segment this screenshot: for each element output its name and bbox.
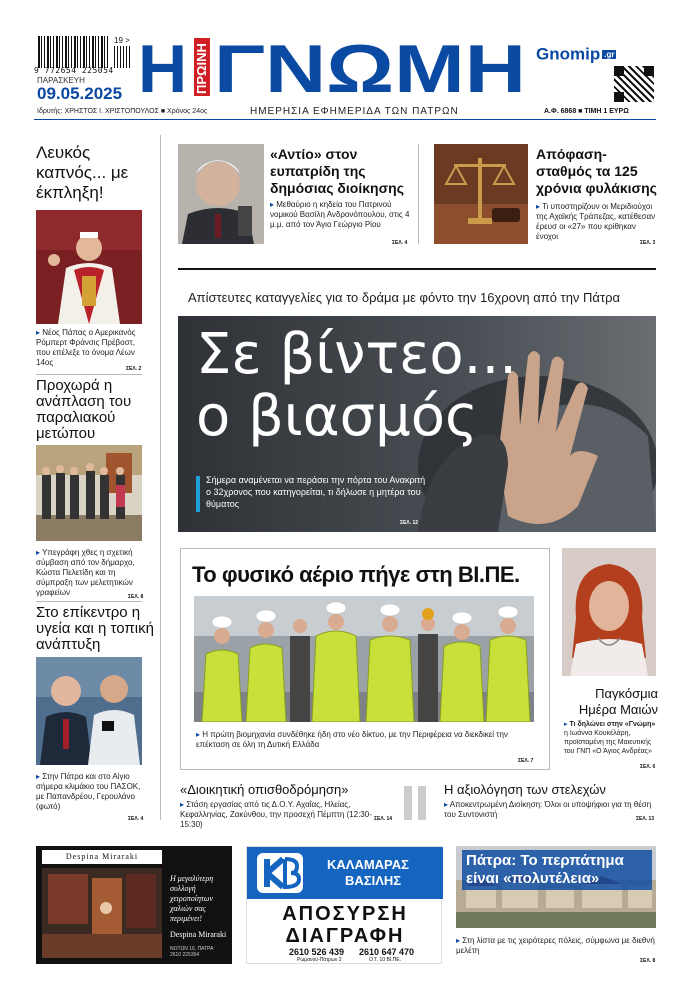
pope-page-ref: ΣΕΛ. 2	[126, 366, 142, 372]
lead-headline-line2[interactable]: ο βιασμός	[196, 384, 478, 449]
midwife-caption	[564, 720, 658, 756]
gas-caption: ▸ Η πρώτη βιομηχανία συνδέθηκε ήδη στο νέο δίκτυο, με την Περιφέρεια να διεκδικεί την επέκταση σε όλη τη Δυτική Ελλάδα	[196, 730, 532, 750]
carpet-ad-brand: Despina Miraraki	[42, 850, 162, 864]
walking-page-ref: ΣΕΛ. 8	[640, 958, 656, 964]
gnomip-text: Gnomip	[536, 44, 601, 64]
lead-page-ref: ΣΕΛ. 12	[400, 520, 419, 526]
newspaper-logo	[138, 34, 530, 100]
left-divider-2	[36, 601, 142, 602]
kalamaras-name1: ΚΑΛΑΜΑΡΑΣ	[327, 857, 409, 872]
bottom-bar-2	[418, 786, 426, 820]
logo-letter-h: Η	[138, 34, 188, 100]
qr-code[interactable]	[614, 66, 654, 102]
lead-kicker: Απίστευτες καταγγελίες για το δράμα με φόντο την 16χρονη από την Πάτρα	[188, 290, 620, 305]
lead-caption-accent	[196, 476, 200, 512]
left-column-divider	[160, 135, 161, 820]
gnomip-suffix: .gr	[604, 50, 615, 60]
carpet-ad-text: Η μεγαλύτερη συλλογή χειροποίητων χαλιών σας περιμένει!	[170, 874, 214, 923]
pope-caption: ▸ Νέος Πάπας ο Αμερικανός Ρόμπερτ Φράνσις Πρέβοστ, που επέλεξε το όνομα Λέων 14ος	[36, 328, 142, 368]
carpet-ad-brand2: Despina Miraraki	[170, 930, 227, 939]
left-divider-1	[36, 374, 142, 375]
obituary-photo	[178, 144, 264, 244]
pasok-photo	[36, 657, 142, 765]
waterfront-caption: ▸ Υπεγράφη χθες η σχετική σύμβαση από τον δήμαρχο, Κώστα Πελετίδη και τη σύμπραξη των μελετητικών γραφείων	[36, 548, 142, 598]
kalamaras-addr2: Ο.Τ. 10 ΒΙ.ΠΕ.	[369, 957, 401, 963]
midwife-headline[interactable]: Παγκόσμια Ημέρα Μαιών	[578, 686, 658, 717]
walking-headline[interactable]: Πάτρα: Το περπάτημα είναι «πολυτέλεια»	[462, 850, 652, 890]
lead-caption: Σήμερα αναμένεται να περάσει την πόρτα του Ανακριτή ο 32χρονος που κατηγορείται, τι δήλωσε η μητέρα του θύματος	[206, 475, 426, 509]
midwife-photo	[562, 548, 656, 676]
evaluation-page-ref: ΣΕΛ. 13	[636, 816, 655, 822]
carpet-ad-address: ΝΟΤΩΝ 16, ΠΑΤΡΑ 2610 225394	[170, 946, 214, 958]
justice-photo	[434, 144, 528, 244]
pasok-caption: ▸ Στην Πάτρα και στο Αίγιο σήμερα κλιμάκιο του ΠΑΣΟΚ, με Παπανδρέου, Γερουλάνο (φωτό)	[36, 772, 142, 812]
obituary-headline[interactable]: «Αντίο» στον ευπατρίδη της δημόσιας διοίκησης	[270, 146, 404, 196]
top-divider	[418, 144, 419, 244]
issue-date: 09.05.2025	[37, 84, 123, 103]
obituary-page-ref: ΣΕΛ. 4	[392, 240, 408, 246]
pasok-headline[interactable]: Στο επίκεντρο η υγεία και η τοπική ανάπτυξη	[36, 604, 154, 653]
gas-photo	[194, 596, 534, 722]
kalamaras-line1: ΑΠΟΣΥΡΣΗ	[282, 903, 408, 925]
walking-caption: ▸ Στη λίστα με τις χειρότερες πόλεις, σύμφωνα με διεθνή μελέτη	[456, 936, 656, 956]
waterfront-headline[interactable]: Προχωρά η ανάπλαση του παραλιακού μετώπου	[36, 377, 132, 442]
gas-page-ref: ΣΕΛ. 7	[518, 758, 534, 764]
midwife-page-ref: ΣΕΛ. 6	[640, 764, 656, 770]
price-info: Α.Φ. 6868 ■ ΤΙΜΗ 1 ΕΥΡΩ	[544, 108, 629, 115]
carpet-ad-photo	[42, 868, 162, 958]
pasok-page-ref: ΣΕΛ. 4	[128, 816, 144, 822]
verdict-headline[interactable]: Απόφαση-σταθμός τα 125 χρόνια φυλάκισης	[536, 146, 657, 196]
gas-headline[interactable]: Το φυσικό αέριο πήγε στη ΒΙ.ΠΕ.	[192, 562, 520, 587]
barcode-number: 9 772654 225054	[34, 66, 114, 75]
founder-line: Ιδρυτής: ΧΡΗΣΤΟΣ Ι. ΧΡΙΣΤΟΠΟΥΛΟΣ ■ Χρόνος 24ος	[37, 108, 208, 115]
waterfront-photo	[36, 445, 142, 541]
waterfront-page-ref: ΣΕΛ. 8	[128, 594, 144, 600]
carpet-ad[interactable]	[36, 846, 232, 964]
kalamaras-phone2[interactable]: 2610 647 470	[359, 947, 415, 957]
pope-headline[interactable]: Λευκός καπνός... με έκπληξη!	[36, 143, 129, 202]
gnomip-logo[interactable]	[536, 44, 616, 65]
masthead-rule	[34, 119, 656, 120]
verdict-caption: ▸ Τι υποστηρίζουν οι Μεριδιούχοι της Αχαϊκής Τράπεζας, κατέθεσαν έρευσ οι «27» που κρίθηκαν ένοχοι	[536, 202, 658, 242]
bottom-bar-1	[404, 786, 412, 820]
verdict-page-ref: ΣΕΛ. 3	[640, 240, 656, 246]
evaluation-caption: ▸ Αποκεντρωμένη Διοίκηση: Όλοι οι υποψήφιοι για τη θέση του Συντονιστή	[444, 800, 656, 820]
kalamaras-line2: ΔΙΑΓΡΑΦΗ	[285, 925, 405, 947]
tax-page-ref: ΣΕΛ. 14	[374, 816, 393, 822]
issue-day: ΠΑΡΑΣΚΕΥΗ	[37, 76, 85, 85]
pope-photo	[36, 210, 142, 324]
kalamaras-phone1[interactable]: 2610 526 439	[289, 947, 345, 957]
midwife-caption-text: η Ιωάννα Κουκέλάρη, προϊσταμένη της Μαιευτικής του ΓΝΠ «Ο Άγιος Ανδρέας»	[564, 730, 652, 755]
top-rule	[178, 268, 656, 270]
logo-main-word: ΓΝΩΜΗ	[214, 34, 526, 100]
logo-small-word: ΠΡΩΙΝΗ	[194, 43, 209, 94]
obituary-caption: ▸ Μεθαύριο η κηδεία του Πατρινού νομικού Βασίλη Ανδρονόπουλου, στις 4 μ.μ. από τον Άγιο Γεώργιο Ρίου	[270, 200, 412, 230]
kalamaras-name2: ΒΑΣΙΛΗΣ	[345, 873, 402, 888]
tax-caption: ▸ Στάση εργασίας από τις Δ.Ο.Υ. Αχαΐας, Ηλείας, Κεφαλληνίας, Ζακύνθου, την προσεχή Πέμπτη (12:30-15:30)	[180, 800, 390, 830]
kalamaras-logo-icon	[255, 851, 305, 895]
kalamaras-ad[interactable]	[246, 846, 442, 964]
lead-headline-line1[interactable]: Σε βίντεο...	[196, 322, 518, 387]
evaluation-headline[interactable]: Η αξιολόγηση των στελεχών	[444, 782, 606, 797]
kalamaras-addr1: Ρωμανού-Πάτρων 2	[297, 957, 342, 963]
issue-number: 19 >	[114, 36, 130, 45]
midwife-caption-bold: Τι δηλώνει στην «Γνώμη»	[569, 721, 656, 728]
barcode	[38, 36, 110, 68]
issue-barcode	[114, 46, 130, 68]
tagline: ΗΜΕΡΗΣΙΑ ΕΦΗΜΕΡΙΔΑ ΤΩΝ ΠΑΤΡΩΝ	[250, 106, 459, 117]
tax-headline[interactable]: «Διοικητική οπισθοδρόμηση»	[180, 782, 349, 797]
